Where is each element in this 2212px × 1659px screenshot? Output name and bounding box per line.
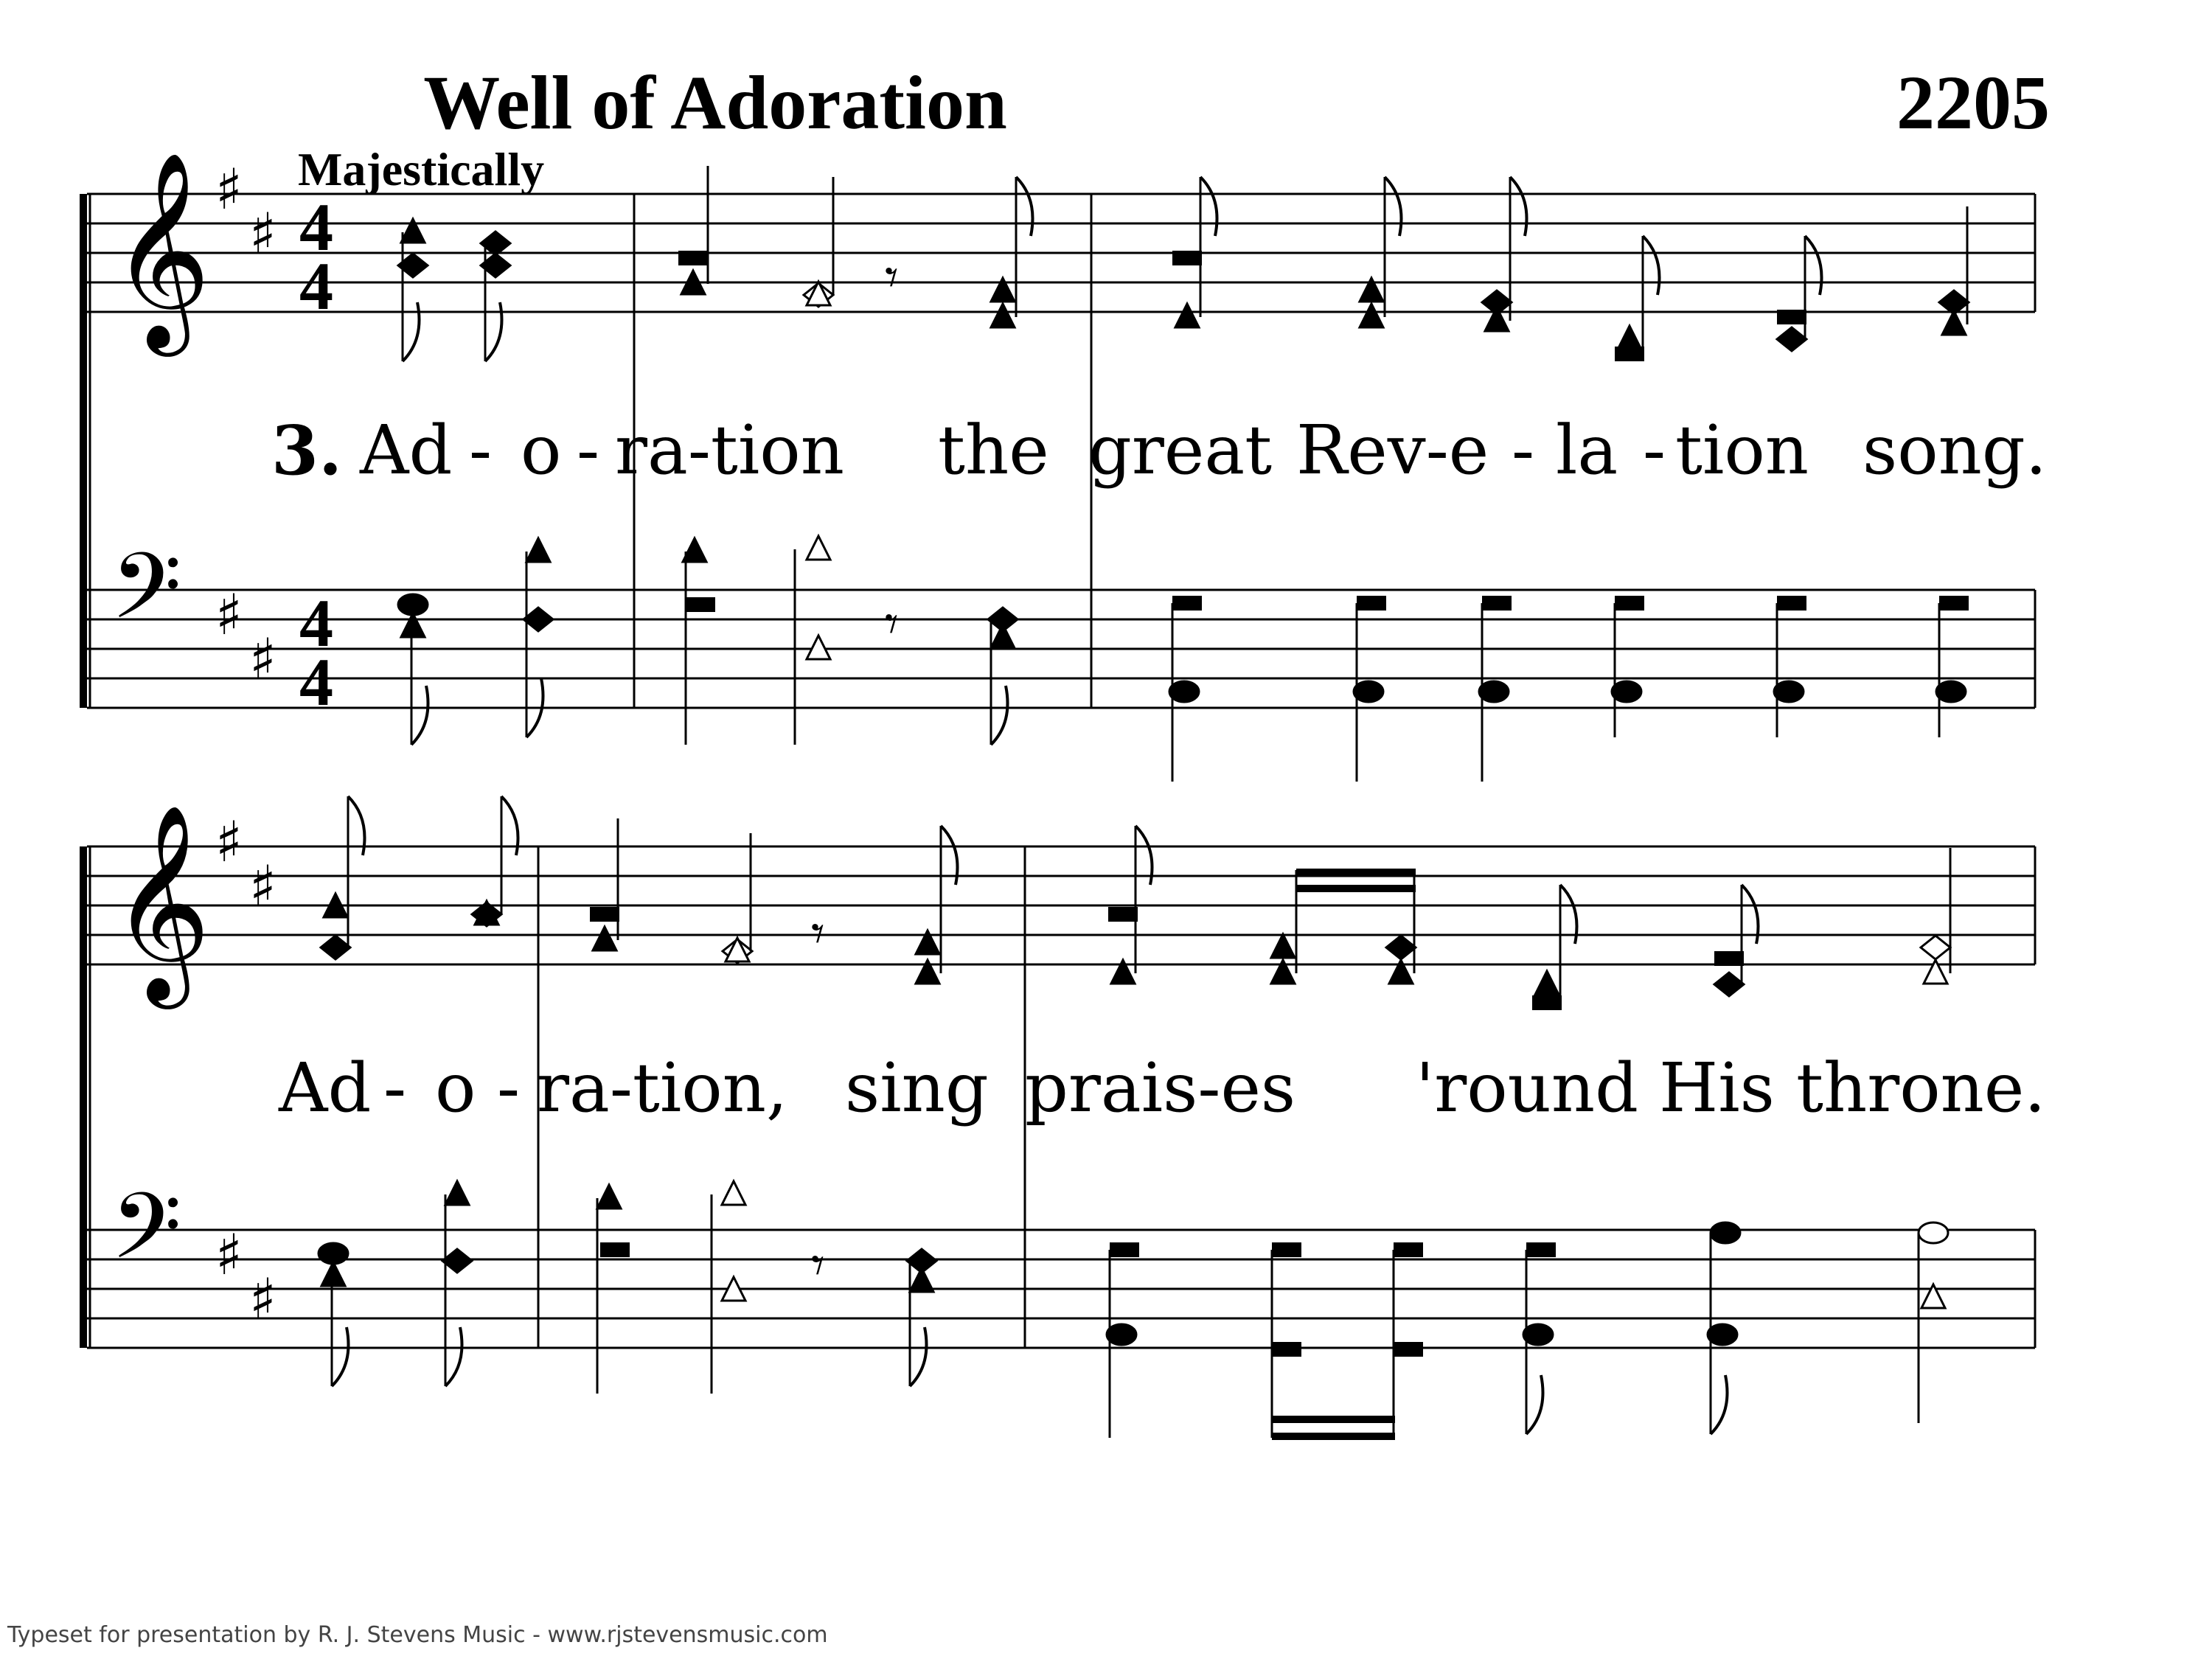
lyric-syllable: sing	[845, 1048, 989, 1127]
note-head	[686, 597, 715, 612]
eighth-rest-icon: 𝄾	[885, 247, 899, 307]
note-head	[401, 613, 425, 637]
hymn-title: Well of Adoration	[423, 60, 1007, 145]
note-flag	[1510, 177, 1527, 236]
sharp-sign-icon: ♯	[215, 1222, 243, 1287]
note-head	[524, 608, 553, 631]
note-head	[1714, 951, 1744, 966]
note-head	[321, 1262, 345, 1286]
note-head	[991, 625, 1015, 648]
note-head	[442, 1249, 472, 1273]
note-flag	[1016, 177, 1033, 236]
note-head	[1936, 681, 1966, 702]
bass-clef-icon: 𝄢	[111, 534, 182, 662]
note-head	[1777, 327, 1806, 351]
note-head	[1482, 596, 1512, 611]
tempo-marking: Majestically	[298, 143, 545, 195]
note-flag	[411, 686, 428, 745]
note-head	[1535, 971, 1559, 995]
verse-number: 3.	[271, 411, 343, 490]
lyric-syllable: o	[521, 411, 562, 490]
lyric-syllable: ra-tion	[615, 411, 844, 490]
note-head	[1774, 681, 1804, 702]
time-signature-bottom: 4	[299, 248, 333, 324]
note-head	[1394, 1242, 1423, 1257]
note-head	[1942, 311, 1966, 335]
lyric-syllable: His	[1659, 1048, 1775, 1127]
note-flag	[1385, 177, 1402, 236]
note-head	[1612, 681, 1641, 702]
note-head	[1107, 1324, 1136, 1345]
sharp-sign-icon: ♯	[249, 1266, 276, 1332]
lyric-syllable: prais-es	[1025, 1048, 1296, 1127]
note-head	[1479, 681, 1509, 702]
note-head	[1777, 310, 1806, 324]
note-head	[1386, 936, 1416, 959]
typesetter-credit: Typeset for presentation by R. J. Stevens Music - www.rjstevensmusic.com	[7, 1622, 828, 1648]
note-head	[597, 1185, 621, 1208]
note-head	[1108, 907, 1138, 922]
lyric-hyphen: -	[497, 1048, 521, 1127]
note-head	[1711, 1222, 1740, 1243]
note-head	[398, 594, 428, 615]
eighth-rest-icon: 𝄾	[811, 903, 825, 964]
note-head	[1777, 596, 1806, 611]
note-head	[1357, 596, 1386, 611]
note-head	[910, 1268, 933, 1292]
note-head	[600, 1242, 630, 1257]
note-flag	[991, 686, 1008, 745]
sharp-sign-icon: ♯	[215, 809, 243, 874]
note-head	[1271, 934, 1295, 958]
note-head	[991, 304, 1015, 327]
note-flag	[1200, 177, 1217, 236]
lyric-hyphen: -	[1512, 411, 1535, 490]
note-beam	[1296, 885, 1416, 892]
lyric-syllable: la	[1556, 411, 1618, 490]
eighth-rest-icon: 𝄾	[811, 1235, 825, 1295]
note-flag	[445, 1327, 462, 1386]
eighth-rest-icon: 𝄾	[885, 594, 899, 654]
system-bracket	[80, 194, 87, 708]
lyric-syllable: throne.	[1796, 1048, 2046, 1127]
lyric-syllable: song.	[1863, 411, 2047, 490]
note-head	[807, 536, 830, 560]
note-head	[1172, 596, 1202, 611]
note-head	[1714, 973, 1744, 996]
lyric-syllable: Ad	[360, 411, 453, 490]
treble-clef-icon: 𝄞	[111, 151, 211, 348]
note-flag	[910, 1327, 927, 1386]
note-head	[1708, 1324, 1737, 1345]
note-head	[1939, 596, 1969, 611]
lyric-syllable: ra-tion,	[537, 1048, 788, 1127]
note-head	[1523, 1324, 1553, 1345]
lyric-syllable: great	[1088, 411, 1273, 490]
lyric-hyphen: -	[577, 411, 600, 490]
sharp-sign-icon: ♯	[215, 582, 243, 647]
treble-clef-icon: 𝄞	[111, 804, 211, 1001]
lyric-syllable: o	[435, 1048, 476, 1127]
note-head	[590, 907, 619, 922]
note-head	[1110, 1242, 1139, 1257]
note-head	[1532, 995, 1562, 1010]
note-head	[1919, 1222, 1948, 1243]
sharp-sign-icon: ♯	[249, 626, 276, 692]
lyric-syllable: Ad	[279, 1048, 372, 1127]
note-head	[1921, 936, 1950, 959]
note-head	[1175, 304, 1199, 327]
time-signature-top: 4	[299, 189, 333, 265]
note-head	[1615, 347, 1644, 361]
hymn-number: 2205	[1896, 60, 2050, 145]
system-bracket	[80, 846, 87, 1348]
note-flag	[1643, 236, 1660, 295]
note-head	[1618, 326, 1641, 349]
note-flag	[1805, 236, 1822, 295]
lyric-hyphen: -	[469, 411, 493, 490]
note-head	[1169, 681, 1199, 702]
note-flag	[1526, 1375, 1543, 1434]
note-head	[722, 1181, 745, 1205]
lyric-hyphen: -	[383, 1048, 407, 1127]
lyric-hyphen: -	[1643, 411, 1666, 490]
note-head	[445, 1181, 469, 1205]
note-head	[1272, 1342, 1301, 1357]
note-head	[1172, 251, 1202, 265]
lyric-syllable: Rev-e	[1296, 411, 1489, 490]
note-beam	[1272, 1416, 1395, 1423]
note-head	[1615, 596, 1644, 611]
note-head	[1272, 1242, 1301, 1257]
note-beam	[1296, 869, 1416, 876]
note-head	[321, 936, 350, 959]
time-signature-top: 4	[299, 585, 333, 661]
note-beam	[1272, 1433, 1395, 1440]
note-head	[593, 927, 616, 950]
note-head	[526, 538, 550, 562]
lyric-syllable: the	[938, 411, 1049, 490]
note-head	[1360, 304, 1383, 327]
lyric-syllable: 'round	[1416, 1048, 1639, 1127]
note-head	[807, 636, 830, 659]
sharp-sign-icon: ♯	[215, 156, 243, 222]
sharp-sign-icon: ♯	[249, 853, 276, 919]
note-flag	[1711, 1375, 1728, 1434]
note-flag	[332, 1327, 349, 1386]
lyric-syllable: tion	[1675, 411, 1809, 490]
note-head	[1354, 681, 1383, 702]
bass-clef-icon: 𝄢	[111, 1174, 182, 1302]
note-head	[1394, 1342, 1423, 1357]
sharp-sign-icon: ♯	[249, 201, 276, 266]
time-signature-bottom: 4	[299, 644, 333, 720]
note-head	[678, 251, 708, 265]
note-head	[1526, 1242, 1556, 1257]
